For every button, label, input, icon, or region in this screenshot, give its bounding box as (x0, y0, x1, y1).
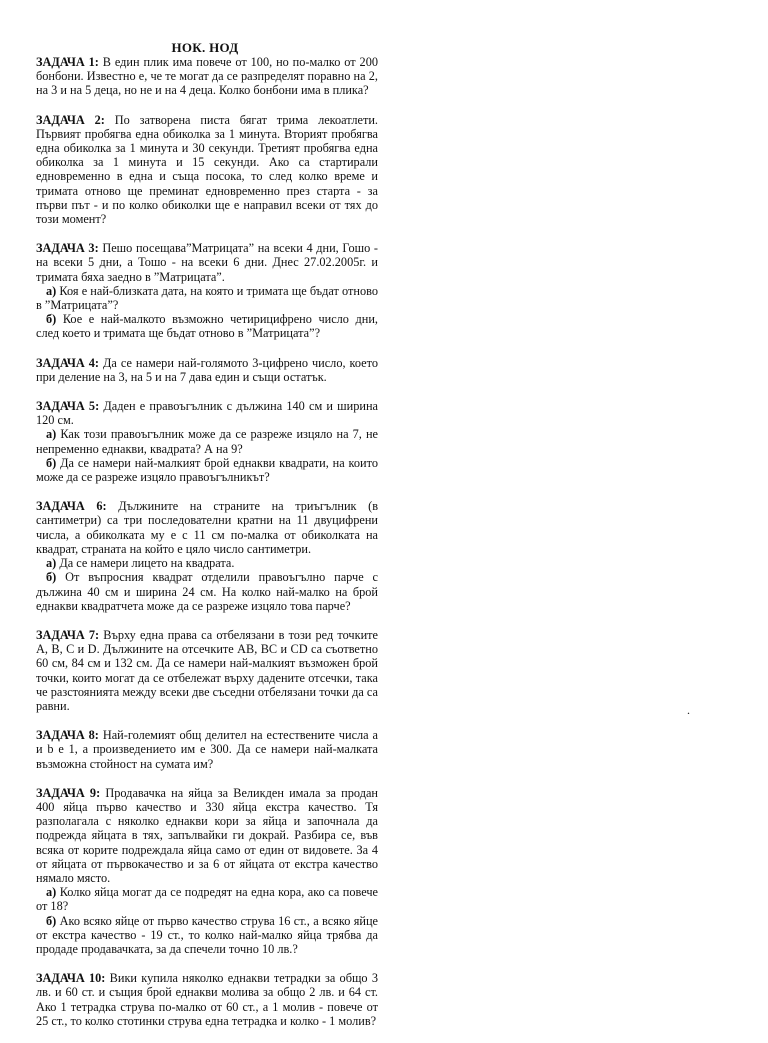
subproblem-label: б) (46, 913, 57, 928)
problem-label: ЗАДАЧА 5: (36, 399, 100, 414)
problem-statement (36, 356, 378, 384)
problem-5 (36, 399, 378, 484)
problem-text: Вики купила няколко еднакви тетрадки за общо 3 лв. и 60 ст. и същия брой еднакви молива за общо 2 лв. и 64 ст. Ако 1 тетрадка струва по-малко от 60 ст., а 1 молив - повече от 25 ст., то колко стотинки струва една тетрадка и колко - 1 молив? (36, 971, 378, 1028)
page-title: НОК. НОД (171, 40, 239, 55)
problem-statement (36, 728, 378, 771)
problem-text: Дължините на страните на триъгълник (в сантиметри) са три последователни кратни на 11 двуцифрени числа, а обиколката му е с 11 см по-малка от обиколката на квадрат, страната на който е цяло число сантиметри. (36, 499, 378, 556)
problem-8 (36, 728, 378, 771)
problem-3 (36, 241, 378, 340)
problem-text: По затворена писта бягат трима лекоатлети. Първият пробягва една обиколка за 1 минута. Вторият пробягва една обиколка за 1 минута и 30 секунди. Третият пробягва една обиколка за 1 минута и 15 секунди. Ако са стартирали едновременно в една и съща посока, то след колко време и тримата отново ще преминат едновременно през старта - за първи път - и по колко обиколки ще е направил всеки от тях до този момент? (36, 112, 378, 227)
subproblem-label: а) (46, 427, 57, 442)
subproblem-text: Кое е най-малкото възможно четирицифрено число дни, след което и тримата ще бъдат отново в ”Матрицата”? (36, 312, 379, 341)
problem-label: ЗАДАЧА 6: (36, 499, 107, 514)
problem-text: Пешо посещава”Матрицата” на всеки 4 дни, Гошо - на всеки 5 дни, а Тошо - на всеки 6 дни. Днес 27.02.2005г. и тримата бяха заедно в ”Матрицата”. (36, 241, 378, 284)
subproblem-text: Как този правоъгълник може да се разреже изцяло на 7, не непременно еднакви, квадрата? А на 9? (36, 427, 379, 456)
problem-label: ЗАДАЧА 1: (36, 55, 99, 69)
problem-7 (36, 628, 378, 713)
subproblem-label: б) (46, 570, 57, 585)
subproblem-text: Колко яйца могат да се подредят на една кора, ако са повече от 18? (36, 885, 378, 914)
problem-label: ЗАДАЧА 3: (36, 241, 99, 256)
subproblem-label: б) (46, 455, 57, 470)
subproblem-text: Да се намери лицето на квадрата. (59, 556, 235, 571)
subproblem-label: а) (46, 885, 57, 900)
problem-statement (36, 971, 378, 1028)
problem-statement (36, 628, 378, 713)
problem-statement (36, 499, 378, 556)
subproblem-a (36, 284, 378, 312)
subproblem-label: а) (46, 283, 57, 298)
problem-label: ЗАДАЧА 4: (36, 355, 99, 370)
problem-2 (36, 113, 378, 227)
subproblem-text: От въпросния квадрат отделили правоъгълно парче с дължина 40 см и ширина 24 см. На колко най-малко на брой еднакви квадратчета може да се разреже изцяло това парче? (36, 570, 378, 613)
subproblem-text: Ако всяко яйце от първо качество струва 16 ст., а всяко яйце от екстра качество - 19 ст., то колко най-малко яйца трябва да продаде продавачката, за да спечели точно 10 лв.? (36, 913, 378, 956)
subproblem-b (36, 570, 378, 613)
subproblem-b (36, 914, 378, 957)
subproblem-a (36, 556, 378, 570)
problem-statement (36, 113, 378, 227)
stray-mark: . (687, 703, 690, 717)
problem-label: ЗАДАЧА 2: (36, 112, 105, 127)
problem-statement (36, 55, 378, 98)
problem-text: Най-големият общ делител на естествените числа a и b е 1, а произведението им е 300. Да се намери най-малката възможна стойност на сумата им? (36, 728, 378, 771)
problem-text: Да се намери най-голямото 3-цифрено число, което при деление на 3, на 5 и на 7 дава един и същи остатък. (36, 355, 378, 384)
problem-9 (36, 786, 378, 956)
subproblem-label: б) (46, 312, 57, 327)
problem-label: ЗАДАЧА 8: (36, 728, 99, 743)
problem-1 (36, 55, 378, 98)
subproblem-text: Да се намери най-малкият брой еднакви квадрати, на които може да се разреже изцяло правоъгълникът? (36, 455, 378, 485)
problem-list (36, 55, 378, 1043)
subproblem-text: Коя е най-близката дата, на която и тримата ще бъдат отново в ”Матрицата”? (36, 283, 379, 313)
problem-statement (36, 241, 378, 284)
subproblem-label: а) (46, 556, 57, 571)
problem-label: ЗАДАЧА 7: (36, 627, 100, 642)
problem-10 (36, 971, 378, 1028)
problem-6 (36, 499, 378, 613)
problem-text: В един плик има повече от 100, но по-малко от 200 бонбони. Известно е, че те могат да се разпределят поравно на 2, на 3 и на 5 деца, но не и на 4 деца. Колко бонбони има в плика? (36, 55, 378, 98)
problem-text: Даден е правоъгълник с дължина 140 см и ширина 120 см. (36, 399, 378, 428)
subproblem-a (36, 427, 378, 455)
problem-4 (36, 356, 378, 384)
subproblem-a (36, 885, 378, 913)
problem-label: ЗАДАЧА 9: (36, 785, 101, 800)
subproblem-b (36, 456, 378, 484)
problem-label: ЗАДАЧА 10: (36, 971, 106, 986)
subproblem-b (36, 312, 378, 340)
problem-statement (36, 786, 378, 885)
problem-statement (36, 399, 378, 427)
problem-text: Върху една права са отбелязани в този ред точките A, B, C и D. Дължините на отсечките AB, BC и CD са съответно 60 см, 84 см и 132 см. Да се намери най-малкият възможен брой точки, които могат да се отбележат върху дадените отсечки, така че разстоянията между всеки две съседни отбелязани точки да са равни. (36, 627, 378, 713)
problem-text: Продавачка на яйца за Великден имала за продан 400 яйца първо качество и 330 яйца екстра качество. Тя разполагала с няколко еднакви кори за яйца и започнала да подрежда яйцата в тях, запълвайки ги докрай. Разбира се, във всяка от корите подреждала яйца само от един от видовете. За 4 от яйцата от първокачество и за 6 от яйцата от екстра качество нямало място. (36, 785, 378, 885)
